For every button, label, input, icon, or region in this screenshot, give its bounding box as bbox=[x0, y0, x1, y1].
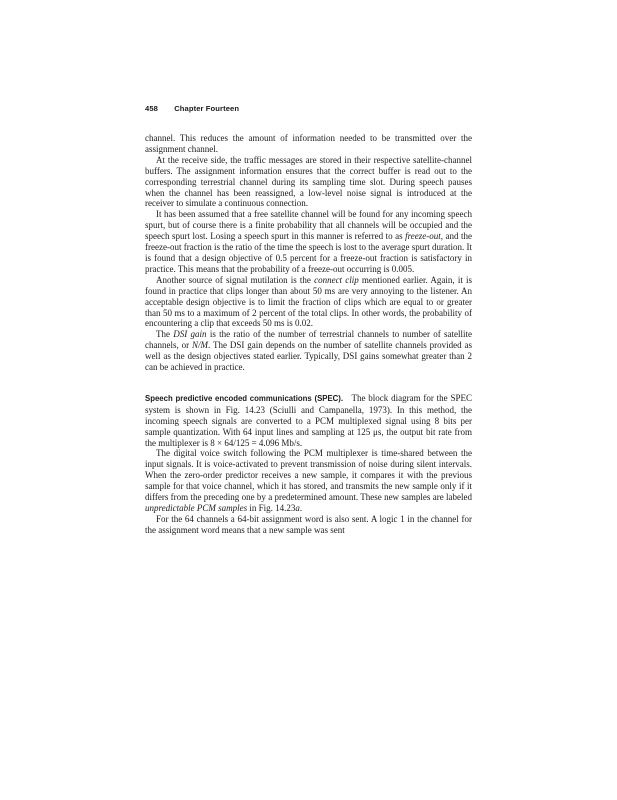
term-unpredictable-pcm: unpredictable PCM samples bbox=[145, 503, 248, 513]
body-text bbox=[145, 133, 472, 536]
paragraph-dsi-gain: The DSI gain is the ratio of the number of terrestrial channels to number of satellite channels, or N/M. The DSI gain depends on the number of satellite channels provided as well as the design objectives stated earlier. Typically, DSI gains somewhat greater than 2 can be achieved in practice. bbox=[145, 329, 472, 373]
paragraph-spec: Speech predictive encoded communications (SPEC). The block diagram for the SPEC system is shown in Fig. 14.23 (Sciulli and Campanella, 1973). In this method, the incoming speech signals are converted to a PCM multiplexed signal using 8 bits per sample quantization. With 64 input lines and sampling at 125 μs, the output bit rate from the multiplexer is 8 × 64/125 = 4.096 Mb/s. bbox=[145, 392, 472, 448]
paragraph-voice-switch: The digital voice switch following the PCM multiplexer is time-shared between the input signals. It is voice-activated to prevent transmission of noise during silent intervals. When the zero-order predictor receives a new sample, it compares it with the previous sample for that voice channel, which it has stored, and transmits the new sample only if it differs from the preceding one by a predetermined amount. These new samples are labeled unpredictable PCM samples in Fig. 14.23a. bbox=[145, 448, 472, 513]
paragraph-connect-clip: Another source of signal mutilation is the connect clip mentioned earlier. Again, it is found in practice that clips longer than about 50 ms are very annoying to the listener. An acceptable design objective is to limit the fraction of clips which are equal to or greater than 50 ms to a maximum of 2 percent of the total clips. In other words, the probability of encountering a clip that exceeds 50 ms is 0.02. bbox=[145, 274, 472, 329]
page-number: 458 bbox=[145, 104, 158, 113]
term-freeze-out: freeze-out bbox=[405, 231, 441, 242]
section-heading-spec: Speech predictive encoded communications (SPEC). bbox=[145, 393, 344, 403]
paragraph-1: channel. This reduces the amount of information needed to be transmitted over the assignment channel. bbox=[145, 133, 472, 154]
running-head bbox=[145, 104, 239, 113]
term-n-over-m: N/M bbox=[191, 340, 208, 351]
term-dsi-gain: DSI gain bbox=[173, 329, 207, 340]
term-connect-clip: connect clip bbox=[314, 274, 359, 285]
chapter-title: Chapter Fourteen bbox=[174, 104, 240, 113]
paragraph-assignment-word: For the 64 channels a 64-bit assignment word is also sent. A logic 1 in the channel for the assignment word means that a new sample was sent bbox=[145, 513, 472, 535]
paragraph-2: At the receive side, the traffic messages are stored in their respective satellite-channel buffers. The assignment information ensures that the correct buffer is read out to the corresponding terrestrial channel during its sampling time slot. During speech pauses when the channel has been reassigned, a low-level noise signal is introduced at the receiver to simulate a continuous connection. bbox=[145, 154, 472, 209]
paragraph-freeze-out: It has been assumed that a free satellite channel will be found for any incoming speech spurt, but of course there is a finite probability that all channels will be occupied and the speech spurt lost. Losing a speech spurt in this manner is referred to as freeze-out, and the freeze-out fraction is the ratio of the time the speech is lost to the average spurt duration. It is found that a design objective of 0.5 percent for a freeze-out fraction is satisfactory in practice. This means that the probability of a freeze-out occurring is 0.005. bbox=[145, 209, 472, 274]
